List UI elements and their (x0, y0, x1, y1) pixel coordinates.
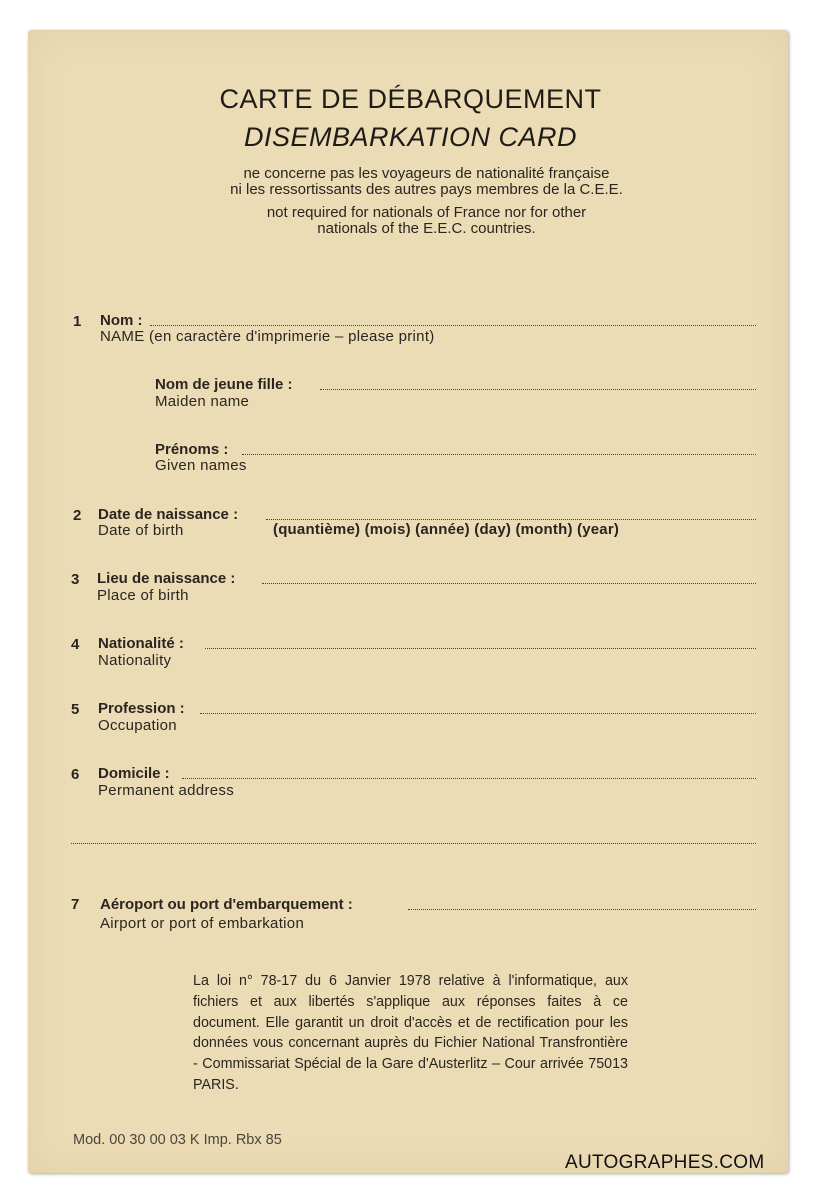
place-of-birth-sublabel: Place of birth (97, 587, 189, 604)
given-names-sublabel: Given names (155, 457, 247, 474)
place-of-birth-label: Lieu de naissance : (97, 570, 236, 587)
name-entry-line[interactable] (150, 325, 756, 326)
nationality-entry-line[interactable] (205, 648, 756, 649)
field-number: 7 (71, 896, 80, 913)
date-of-birth-label: Date de naissance : (98, 506, 239, 523)
given-names-label: Prénoms : (155, 441, 229, 458)
maiden-name-label: Nom de jeune fille : (155, 376, 293, 393)
field-number: 1 (73, 313, 82, 330)
address-entry-line[interactable] (182, 778, 756, 779)
date-of-birth-sublabel: Date of birth (98, 522, 184, 539)
title-english: DISEMBARKATION CARD (243, 122, 578, 152)
note-english-line-1: not required for nationals of France nor for other (266, 204, 587, 221)
profession-sublabel: Occupation (98, 717, 177, 734)
name-sublabel: NAME (en caractère d'imprimerie – please print) (100, 328, 435, 345)
name-label: Nom : (100, 312, 143, 329)
form-reference: Mod. 00 30 00 03 K Imp. Rbx 85 (73, 1132, 282, 1148)
profession-label: Profession : (98, 700, 185, 717)
note-french-line-2: ni les ressortissants des autres pays membres de la C.E.E. (230, 181, 623, 198)
address-sublabel: Permanent address (98, 782, 235, 799)
privacy-law-notice: La loi n° 78-17 du 6 Janvier 1978 relative à l'informatique, aux fichiers et aux libertés s'applique aux réponses faites à ce document. Elle garantit un droit d'accès et de rectification pour les données vous concernant auprès du Fichier National Transfrontière - Commissariat Spécial de la Gare d'Austerlitz – Cour arrivée 75013 PARIS. (193, 973, 628, 1093)
field-number: 6 (71, 766, 80, 783)
maiden-name-sublabel: Maiden name (155, 393, 250, 410)
airport-label: Aéroport ou port d'embarquement : (100, 896, 353, 913)
field-number: 5 (71, 701, 80, 718)
address-second-entry-line[interactable] (71, 843, 756, 844)
airport-sublabel: Airport or port of embarkation (100, 915, 305, 932)
field-number: 3 (71, 571, 80, 588)
profession-entry-line[interactable] (200, 713, 756, 714)
note-french-line-1: ne concerne pas les voyageurs de nationalité française (243, 165, 610, 182)
nationality-label: Nationalité : (98, 635, 184, 652)
date-of-birth-entry-line[interactable] (266, 519, 756, 520)
given-names-entry-line[interactable] (242, 454, 756, 455)
place-of-birth-entry-line[interactable] (262, 583, 756, 584)
date-format-hint: (quantième) (mois) (année) (day) (month) (year) (273, 521, 620, 538)
field-number: 2 (73, 507, 82, 524)
title-french: CARTE DE DÉBARQUEMENT (219, 84, 602, 114)
address-label: Domicile : (98, 765, 170, 782)
airport-entry-line[interactable] (408, 909, 756, 910)
nationality-sublabel: Nationality (98, 652, 172, 669)
maiden-name-entry-line[interactable] (320, 389, 756, 390)
field-number: 4 (71, 636, 80, 653)
watermark: AUTOGRAPHES.COM (565, 1152, 765, 1173)
note-english-line-2: nationals of the E.E.C. countries. (317, 220, 536, 237)
